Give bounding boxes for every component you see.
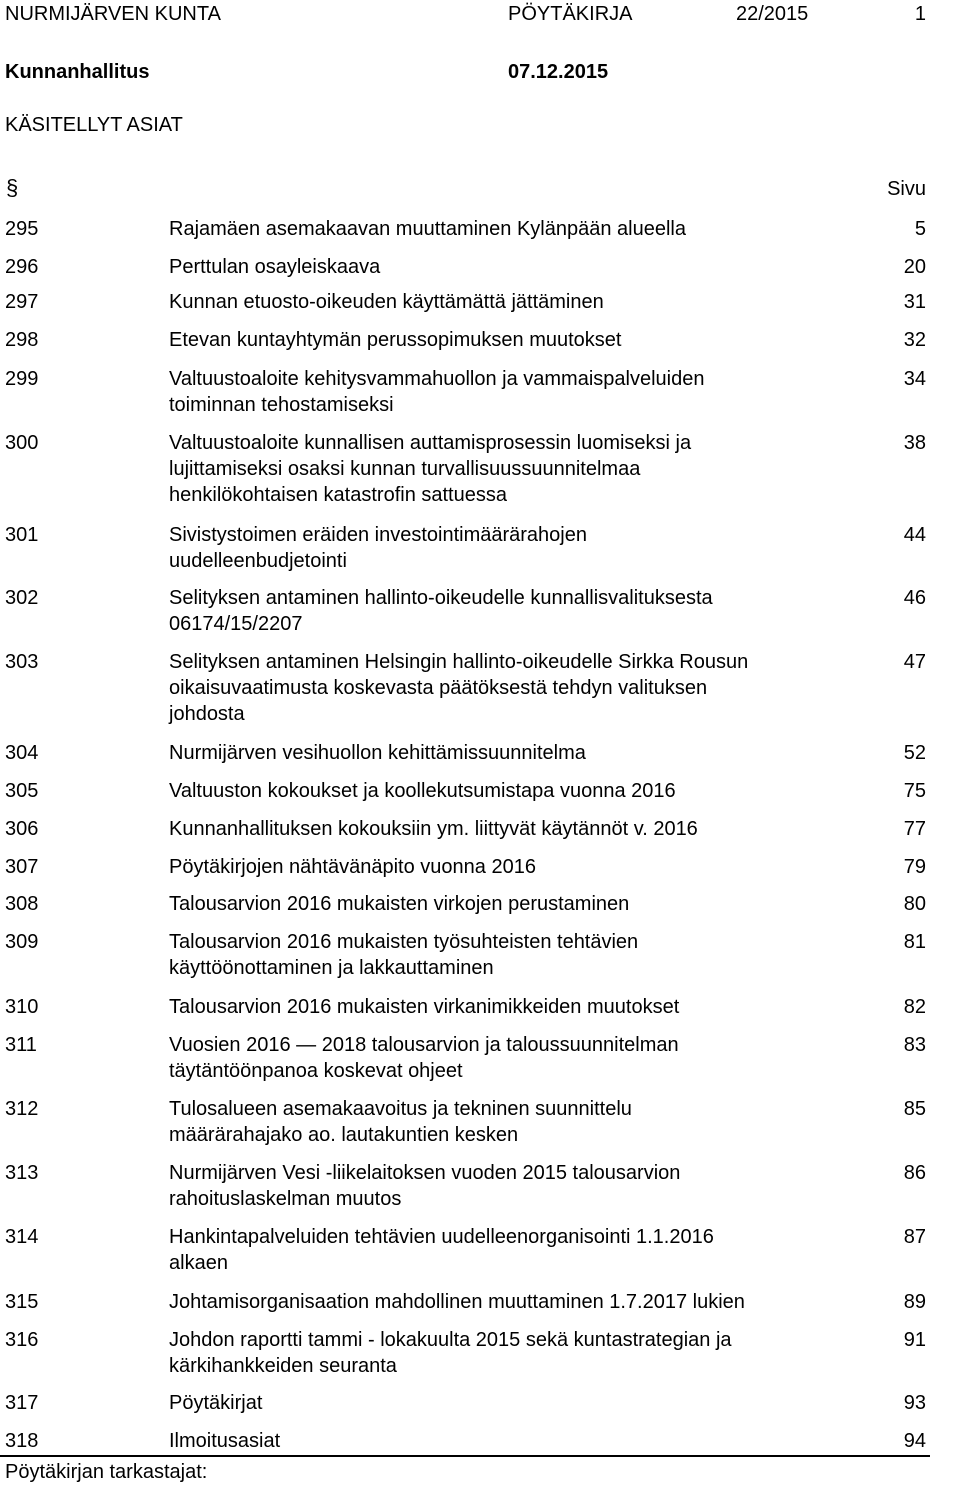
agenda-item-page: 85 <box>903 1098 926 1120</box>
agenda-item-title: Perttulan osayleiskaava <box>169 256 381 278</box>
agenda-item-page: 52 <box>903 742 926 764</box>
agenda-item-page: 80 <box>903 893 926 915</box>
agenda-item-number: 301 <box>5 524 39 546</box>
agenda-item-number: 307 <box>5 856 39 878</box>
agenda-item-title: Valtuustoaloite kehitysvammahuollon ja vammaispalveluiden toiminnan tehostamiseksi <box>169 368 705 416</box>
agenda-item-title: Vuosien 2016 — 2018 talousarvion ja taloussuunnitelman täytäntöönpanoa koskevat ohjeet <box>169 1034 679 1082</box>
section-title: KÄSITELLYT ASIAT <box>5 114 183 136</box>
agenda-item-number: 311 <box>5 1034 37 1056</box>
agenda-item-number: 304 <box>5 742 39 764</box>
agenda-item-page: 93 <box>903 1392 926 1414</box>
agenda-item-number: 309 <box>5 931 39 953</box>
agenda-item-page: 94 <box>903 1430 926 1452</box>
page-column-header: Sivu <box>887 178 926 200</box>
agenda-item-page: 81 <box>903 931 926 953</box>
agenda-item-number: 316 <box>5 1329 39 1351</box>
agenda-item-page: 91 <box>903 1329 926 1351</box>
agenda-item-number: 300 <box>5 432 39 454</box>
agenda-item-number: 308 <box>5 893 39 915</box>
document-type: PÖYTÄKIRJA <box>508 3 633 25</box>
page-number: 1 <box>914 3 926 25</box>
agenda-item-title: Selityksen antaminen hallinto-oikeudelle kunnallisvalituksesta 06174/15/2207 <box>169 587 713 635</box>
agenda-item-number: 313 <box>5 1162 39 1184</box>
agenda-item-number: 305 <box>5 780 39 802</box>
agenda-item-page: 44 <box>903 524 926 546</box>
agenda-item-number: 297 <box>5 291 39 313</box>
agenda-item-page: 77 <box>903 818 926 840</box>
agenda-item-title: Talousarvion 2016 mukaisten virkanimikkeiden muutokset <box>169 996 680 1018</box>
agenda-item-number: 314 <box>5 1226 39 1248</box>
agenda-item-page: 86 <box>903 1162 926 1184</box>
agenda-item-title: Nurmijärven vesihuollon kehittämissuunnitelma <box>169 742 586 764</box>
agenda-item-page: 46 <box>903 587 926 609</box>
agenda-item-page: 5 <box>914 218 926 240</box>
agenda-item-page: 20 <box>903 256 926 278</box>
agenda-item-title: Pöytäkirjojen nähtävänäpito vuonna 2016 <box>169 856 536 878</box>
agenda-item-title: Selityksen antaminen Helsingin hallinto-oikeudelle Sirkka Rousun oikaisuvaatimusta koskevasta päätöksestä tehdyn valituksen johdosta <box>169 651 749 725</box>
agenda-item-title: Nurmijärven Vesi -liikelaitoksen vuoden 2015 talousarvion rahoituslaskelman muutos <box>169 1162 681 1210</box>
agenda-item-title: Talousarvion 2016 mukaisten työsuhteisten tehtävien käyttöönottaminen ja lakkauttaminen <box>169 931 639 979</box>
agenda-item-title: Ilmoitusasiat <box>169 1430 281 1452</box>
agenda-item-title: Etevan kuntayhtymän perussopimuksen muutokset <box>169 329 622 351</box>
section-sign-icon: § <box>6 175 19 200</box>
meeting-date: 07.12.2015 <box>508 61 609 83</box>
agenda-item-title: Valtuuston kokoukset ja koollekutsumistapa vuonna 2016 <box>169 780 676 802</box>
agenda-item-number: 310 <box>5 996 39 1018</box>
agenda-item-page: 83 <box>903 1034 926 1056</box>
agenda-item-page: 87 <box>903 1226 926 1248</box>
agenda-item-page: 47 <box>903 651 926 673</box>
agenda-item-number: 315 <box>5 1291 39 1313</box>
agenda-item-page: 89 <box>903 1291 926 1313</box>
agenda-item-number: 299 <box>5 368 39 390</box>
agenda-item-page: 32 <box>903 329 926 351</box>
agenda-item-number: 306 <box>5 818 39 840</box>
agenda-item-page: 75 <box>903 780 926 802</box>
agenda-item-page: 38 <box>903 432 926 454</box>
agenda-item-page: 79 <box>903 856 926 878</box>
agenda-item-number: 296 <box>5 256 39 278</box>
agenda-item-title: Rajamäen asemakaavan muuttaminen Kylänpään alueella <box>169 218 686 240</box>
agenda-item-title: Johtamisorganisaation mahdollinen muuttaminen 1.7.2017 lukien <box>169 1291 745 1313</box>
agenda-item-number: 295 <box>5 218 39 240</box>
agenda-item-title: Johdon raportti tammi - lokakuulta 2015 sekä kuntastrategian ja kärkihankkeiden seuranta <box>169 1329 732 1377</box>
agenda-item-number: 312 <box>5 1098 39 1120</box>
agenda-item-number: 317 <box>5 1392 39 1414</box>
agenda-item-title: Valtuustoaloite kunnallisen auttamisprosessin luomiseksi ja lujittamiseksi osaksi kunnan turvallisuussuunnitelmaa henkilökohtaisen katastrofin sattuessa <box>169 432 692 506</box>
agenda-item-title: Sivistystoimen eräiden investointimäärärahojen uudelleenbudjetointi <box>169 524 587 572</box>
agenda-item-title: Hankintapalveluiden tehtävien uudelleenorganisointi 1.1.2016 alkaen <box>169 1226 714 1274</box>
agenda-item-title: Talousarvion 2016 mukaisten virkojen perustaminen <box>169 893 630 915</box>
footer-divider <box>0 1455 930 1457</box>
agenda-item-page: 31 <box>903 291 926 313</box>
agenda-item-number: 298 <box>5 329 39 351</box>
agenda-item-title: Kunnan etuosto-oikeuden käyttämättä jättäminen <box>169 291 604 313</box>
municipality-name: NURMIJÄRVEN KUNTA <box>5 3 221 25</box>
meeting-body: Kunnanhallitus <box>5 61 150 83</box>
agenda-item-number: 302 <box>5 587 39 609</box>
document-number: 22/2015 <box>736 3 809 25</box>
agenda-item-page: 82 <box>903 996 926 1018</box>
reviewers-label: Pöytäkirjan tarkastajat: <box>5 1461 208 1483</box>
agenda-item-title: Pöytäkirjat <box>169 1392 263 1414</box>
agenda-item-number: 318 <box>5 1430 39 1452</box>
agenda-item-page: 34 <box>903 368 926 390</box>
agenda-item-title: Kunnanhallituksen kokouksiin ym. liittyvät käytännöt v. 2016 <box>169 818 698 840</box>
agenda-item-title: Tulosalueen asemakaavoitus ja tekninen suunnittelu määrärahajako ao. lautakuntien kesken <box>169 1098 632 1146</box>
agenda-item-number: 303 <box>5 651 39 673</box>
